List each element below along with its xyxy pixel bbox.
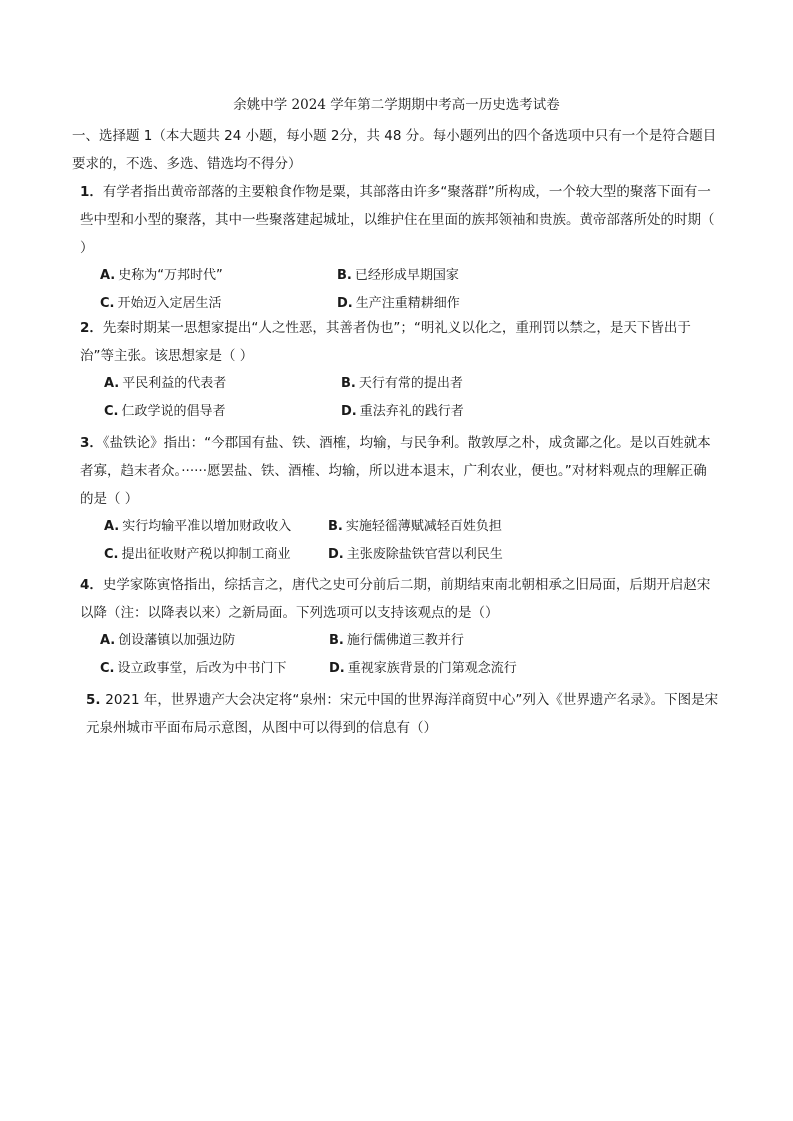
question-text: 2021 年，世界遗产大会决定将“泉州：宋元中国的世界海洋商贸中心”列入《世界遗产名录》。下图是宋元泉州城市平面布局示意图，从图中可以得到的信息有（） [86, 692, 719, 736]
question-3 [80, 429, 720, 569]
option-d[interactable] [341, 398, 720, 426]
question-stem [80, 314, 720, 370]
option-text: 平民利益的代表者 [122, 376, 227, 391]
option-b[interactable] [341, 370, 720, 398]
question-number: 1． [80, 184, 103, 200]
option-d[interactable] [328, 541, 720, 569]
question-stem [80, 571, 720, 627]
option-letter: C. [100, 661, 115, 676]
options-list [100, 262, 720, 318]
option-text: 实行均输平准以增加财政收入 [122, 519, 292, 534]
option-letter: B. [337, 268, 352, 283]
option-text: 开始迈入定居生活 [117, 296, 222, 311]
option-letter: A. [104, 376, 120, 391]
options-list [100, 627, 720, 683]
question-number: 5. [86, 692, 106, 708]
option-letter: A. [100, 633, 116, 648]
option-text: 仁政学说的倡导者 [121, 404, 226, 419]
option-text: 天行有常的提出者 [358, 376, 463, 391]
option-letter: D. [329, 661, 345, 676]
option-c[interactable] [104, 541, 328, 569]
option-c[interactable] [104, 398, 341, 426]
option-text: 提出征收财产税以抑制工商业 [121, 547, 291, 562]
option-text: 创设藩镇以加强边防 [118, 633, 236, 648]
options-list [104, 513, 720, 569]
question-text: 《盐铁论》指出：“今郡国有盐、铁、酒榷，均输，与民争利。散敦厚之朴，成贪鄙之化。是以百姓就本者寡，趋末者众。······愿罢盐、铁、酒榷、均输，所以进本退末，广利农业，便也。”对材料观点的理解正确的是（ ） [80, 435, 711, 507]
option-letter: C. [104, 547, 119, 562]
section-header: 一、选择题 1（本大题共 24 小题，每小题 2分，共 48 分。每小题列出的四个备选项中只有一个是符合题目要求的，不选、多选、错选均不得分） [72, 128, 717, 172]
options-list [104, 370, 720, 426]
option-letter: D. [328, 547, 344, 562]
question-number: 2． [80, 320, 103, 336]
option-b[interactable] [337, 262, 720, 290]
question-4 [80, 571, 720, 683]
question-text: 有学者指出黄帝部落的主要粮食作物是粟，其部落由许多“聚落群”所构成，一个较大型的聚落下面有一些中型和小型的聚落，其中一些聚落建起城址，以维护住在里面的族邦领袖和贵族。黄帝部落所处的时期（ ） [80, 184, 715, 256]
option-text: 史称为“万邦时代” [118, 268, 223, 283]
option-text: 重法弃礼的践行者 [359, 404, 464, 419]
option-letter: D. [341, 404, 357, 419]
option-letter: C. [100, 296, 115, 311]
option-a[interactable] [104, 370, 341, 398]
option-text: 实施轻徭薄赋减轻百姓负担 [345, 519, 502, 534]
question-number: 3． [80, 435, 103, 451]
question-text: 先秦时期某一思想家提出“人之性恶，其善者伪也”；“明礼义以化之，重刑罚以禁之，是天下皆出于治”等主张。该思想家是（ ） [80, 320, 691, 364]
option-letter: B. [328, 519, 343, 534]
question-2 [80, 314, 720, 426]
question-5 [86, 686, 720, 742]
question-stem [80, 429, 720, 513]
option-letter: D. [337, 296, 353, 311]
option-text: 生产注重精耕细作 [355, 296, 460, 311]
option-text: 已经形成早期国家 [354, 268, 459, 283]
question-stem [80, 178, 720, 262]
option-a[interactable] [100, 262, 337, 290]
option-letter: B. [329, 633, 344, 648]
option-text: 主张废除盐铁官营以利民生 [346, 547, 503, 562]
option-a[interactable] [100, 627, 329, 655]
exam-title: 余姚中学 2024 学年第二学期期中考高一历史选考试卷 [233, 97, 560, 113]
option-c[interactable] [100, 655, 329, 683]
question-stem [86, 686, 720, 742]
option-text: 施行儒佛道三教并行 [346, 633, 464, 648]
option-text: 设立政事堂，后改为中书门下 [117, 661, 287, 676]
question-number: 4． [80, 577, 103, 593]
option-letter: C. [104, 404, 119, 419]
option-d[interactable] [329, 655, 720, 683]
option-b[interactable] [329, 627, 720, 655]
option-letter: B. [341, 376, 356, 391]
option-letter: A. [104, 519, 120, 534]
question-1 [80, 178, 720, 318]
option-a[interactable] [104, 513, 328, 541]
option-letter: A. [100, 268, 116, 283]
option-text: 重视家族背景的门第观念流行 [347, 661, 517, 676]
question-text: 史学家陈寅恪指出，综括言之，唐代之史可分前后二期，前期结束南北朝相承之旧局面，后期开启赵宋以降（注：以降表以来）之新局面。下列选项可以支持该观点的是（） [80, 577, 711, 621]
option-b[interactable] [328, 513, 720, 541]
